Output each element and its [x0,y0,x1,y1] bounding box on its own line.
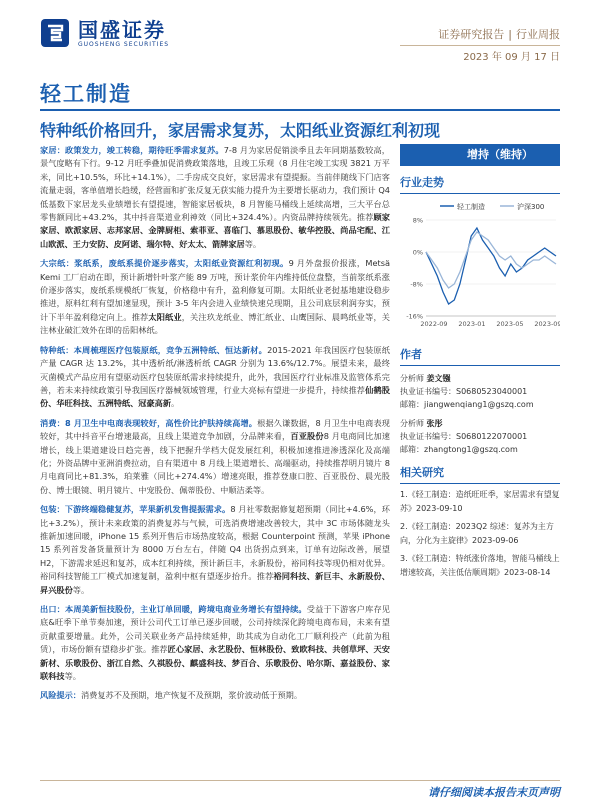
author-title: 作者 [400,346,560,366]
trend-chart [400,198,560,338]
report-type: 证券研究报告 [438,28,505,41]
sidebar [400,144,560,584]
x-tick-label: 2022-09 [420,320,448,328]
report-category: 行业周报 [516,28,560,41]
x-tick-label: 2023-09 [534,320,560,328]
paragraph-bulk-paper: 大宗纸：浆纸系，废纸系提价逐步落实，太阳纸业资源红利初现。9 月外盘报价报涨，Metsä Kemi 工厂启动在即，预计新增针叶浆产能 89 万吨，预计浆价年内维持低位盘整，当前浆纸系涨价逐步落实，废纸系规模纸厂恢复，价格稳中有升，盈利修复可期。太阳纸业老挝基地建设稳步推进，原料红利有望加速显现，预计 3-5 年内会进入业绩快速兑现期，且公司底层利润夯实，预计下半年盈利稳定向上。推荐太阳纸业，关注玖龙纸业、博汇纸业、山鹰国际、晨鸣纸业等，关注林业破汇效外在即的岳阳林纸。 [40,258,390,336]
brand-name-cn: 国盛证券 [78,17,166,42]
author-2-name: 张彤 [426,419,443,428]
header-divider [400,45,560,46]
related-item[interactable]: 1.《轻工制造：造纸旺旺季，家居需求有望复苏》2023-09-10 [400,490,560,513]
author-2-email[interactable]: 邮箱：zhangtong1@gszq.com [400,445,518,454]
author-1-name: 姜文镪 [426,374,451,383]
brand-logo [40,18,169,48]
author-2-role: 分析师 [400,419,424,428]
y-tick-label: -8% [410,280,423,289]
paragraph-export: 出口：本周美新恒技股份，主业订单回暖，跨境电商业务增长有望持续。受益于下游客户库存见底&旺季下单节奏加速，预计公司代工订单已逐步回暖，公司持续深化跨境电商布局，未来有望贡献重要增量。此外，公司关联业务产品持续延伸，助其成为自动化工厂顺利投产（此前为租赁），市场份额有望稳步扩张。推荐匠心家居、永艺股份、恒林股份、致欧科技、共创草坪、天安新材、乐歌股份、浙江自然、久祺股份、麒盛科技、梦百合、乐歌股份、哈尔斯、嘉益股份、家联科技等。 [40,604,390,682]
author-1-role: 分析师 [400,374,424,383]
author-1-email[interactable]: 邮箱：jiangwenqiang1@gszq.com [400,400,534,409]
paragraph-special-paper: 特种纸：本周梳理医疗包装原纸，竞争五洲特纸、恒达新材。2015-2021 年我国医疗包装原纸产量 CAGR 达 13.2%，其中透析纸/淋透析纸 CAGR 分别为 13.6%/12.7%。展望未来，最终灭菌模式产品应用有望驱动医疗包装原纸需求持续提升，此外，我国医疗行业标准及监管体系完善，若未来持续政策引导我国医疗器械领域管理，行业大亮标有望进一步提升，持续推荐仙鹤股份、华旺科技、五洲特纸、冠豪高新。 [40,344,390,409]
brand-name-en: GUOSHENG SECURITIES [78,40,170,48]
x-tick-label: 2023-01 [458,320,486,328]
x-tick-label: 2023-05 [496,320,524,328]
legend-label: 轻工制造 [457,203,485,211]
industry-title: 轻工制造 [40,82,132,106]
footer-disclaimer: 请仔细阅读本报告末页声明 [428,786,560,799]
y-tick-label: -16% [406,312,423,321]
related-item[interactable]: 3.《轻工制造：特纸涨价落地，智能马桶线上增速较高，关注低估顺周期》2023-08-14 [400,554,560,577]
paragraph-risk: 风险提示：消费复苏不及预期，地产恢复不及预期，浆价波动低于预期。 [40,690,303,701]
series-line-light-industry [426,228,556,304]
author-2-cert: 执业证书编号：S0680122070001 [400,432,528,441]
y-tick-label: 8% [412,216,423,225]
related-title: 相关研究 [400,464,560,484]
author-1 [400,372,560,411]
related-list [400,488,560,580]
y-tick-label: 0% [412,248,423,257]
related-item[interactable]: 2.《轻工制造：2023Q2 综述：复苏为主方向，分化为主旋律》2023-09-06 [400,522,554,545]
paragraph-consumer: 消费：8 月卫生中电商表现较好，高性价比护肤持续高增。根据久谦数据，8 月卫生中电商表现较好，其中抖音平台增速最高，且线上渠道竞争加剧，分品牌来看，百亚股份8 月电商同比加速增长，线上渠道建设日趋完善，线下把握升学档大促发展红利，积极加速推进渗透深化及高端化；外资品牌中亚洲消费拉动，自有渠道中 8 月线上渠道增长、高端驱动，持续推荐明月镜片 8 月电商同比+81.3%，珀莱雅（同比+274.4%）增速亮眼，推荐登康口腔、百亚股份、晨光股份、博士眼镜、明月镜片、中宠股份、佩蒂股份、中顺洁柔等。 [40,417,390,495]
author-2 [400,417,560,456]
report-type-label: 证券研究报告 | 行业周报 [438,28,560,41]
industry-divider [40,109,560,111]
report-headline: 特种纸价格回升，家居需求复苏，太阳纸业资源红利初现 [40,121,441,140]
paragraph-packaging: 包装：下游终端稳健复苏，苹果新机发售提振需求。8 月社零数据修复超预期（同比+4.6%，环比+3.2%），预计未来政策的消费复苏与气候，可选消费增速改善较大，其中 3C 市场体随龙头推新加速回暖，iPhone 15 系列开售后市场热度较高，根据 Counterpoint 预测，苹果 iPhone 15 系列首发备货量预计为 8000 万台左右，伴随 Q4 出货拐点到来，订单有边际改善，展望 H2，下游需求延迟和复苏，成本红利持续，预计新巨丰，永新股份，裕同科技等现仍相对优异。裕同科技智能工厂模式加速复制，盈利中枢有望逐步抬升。推荐裕同科技、新巨丰、永新股份、昇兴股份等。 [40,504,390,595]
paragraph-home: 家居：政策发力，竣工转稳，期待旺季需求复苏。7-8 月为家居促销淡季且去年同期基数较高，景气度略有下行。9-12 月旺季叠加促消费政策落地，且竣工乐观（8 月住宅竣工实现 3821 万平米，同比+10.5%，环比+14.1%），二手房成交良好，家居需求有望提振。当前伴随线下门店客流量走弱，客单值增长趋缓，经营面和扩张反复无获实能力提升为主要增长驱动力，我们预计 Q4 低基数下家居龙头业绩增长有望提速，智能家居板块，8 月智能马桶线上延续高增，三大平台总零售额同比+43.2%，其中抖音渠道业利神效（同比+324.4%）。内资品牌持续领先。推荐顾家家居、欧派家居、志邦家居、金牌厨柜、索菲亚、喜临门、慕思股份、敏华控股、尚品宅配、江山欧派、王力安防、皮阿诺、瑞尔特、好太太、箭牌家居等。 [40,145,390,249]
trend-chart-svg [400,198,560,338]
footer-divider [40,780,560,781]
report-header [0,0,600,70]
legend-label: 沪深300 [517,203,545,211]
brand-logo-icon [40,18,70,48]
report-body [40,144,390,772]
report-date: 2023 年 09 月 17 日 [463,52,560,63]
report-footer [0,774,600,800]
series-line-csi300 [426,232,556,288]
trend-title: 行业走势 [400,174,560,194]
author-1-cert: 执业证书编号：S0680523040001 [400,387,528,396]
rating-badge: 增持（维持） [400,144,560,166]
